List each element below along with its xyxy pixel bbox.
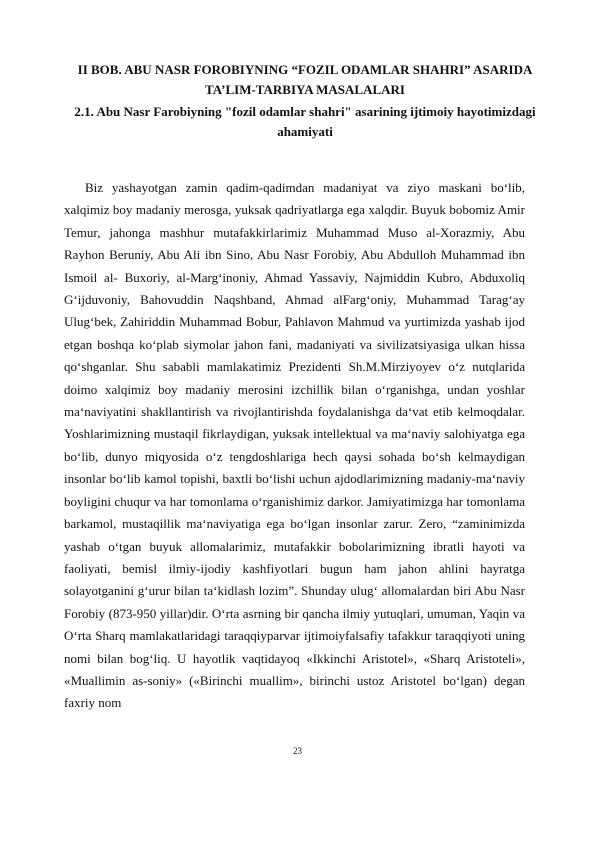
body-paragraph: Biz yashayotgan zamin qadim-qadimdan madaniyat va ziyo maskani bo‘lib, xalqimiz boy madaniy merosga, yuksak qadriyatlarga ega xalqdir. Buyuk bobomiz Amir Temur, jahonga mashhur mutafakkirlarimiz Muhammad Muso al-Xorazmiy, Abu Rayhon Beruniy, Abu Ali ibn Sino, Abu Nasr Forobiy, Abu Abdulloh Muhammad ibn Ismoil al- Buxoriy, al-Marg‘inoniy, Ahmad Yassaviy, Najmiddin Kubro, Abduxoliq G‘ijduvoniy, Bahovuddin Naqshband, Ahmad alFarg‘oniy, Muhammad Tarag‘ay Ulug‘bek, Zahiriddin Muhammad Bobur, Pahlavon Mahmud va yurtimizda yashab ijod etgan boshqa ko‘plab siymolar jahon fani, madaniyati va sivilizatsiyasiga ulkan hissa qo‘shganlar. Shu sababli mamlakatimiz Prezidenti Sh.M.Mirziyoyev o‘z nutqlarida doimo xalqimiz boy madaniy merosini izchillik bilan o‘rganishga, undan yoshlar ma‘naviyatini shakllantirish va rivojlantirishda foydalanishga da‘vat etib kelmoqdalar. Yoshlarimizning mustaqil fikrlaydigan, yuksak intellektual va ma‘naviy salohiyatga ega bo‘lib, dunyo miqyosida o‘z tengdoshlariga hech qaysi sohada bo‘sh kelmaydigan insonlar bo‘lib kamol topishi, baxtli bo‘lishi uchun ajdodlarimizning madaniy-ma‘naviy boyligini chuqur va har tomonlama o‘rganishimiz darkor. Jamiyatimizga har tomonlama barkamol, mustaqillik ma‘naviyatiga ega bo‘lgan insonlar zarur. Zero, “zaminimizda yashab o‘tgan buyuk allomalarimiz, mutafakkir bobolarimizning ibratli hayoti va faoliyati, bemisl ilmiy-ijodiy kashfiyotlari bugun ham jahon ahlini hayratga solayotganini g‘urur bilan ta‘kidlash lozim”. Shunday ulug‘ allomalardan biri Abu Nasr Forobiy (873-950 yillar)dir. O‘rta asrning bir qancha ilmiy yutuqlari, umuman, Yaqin va O‘rta Sharq mamlakatlaridagi taraqqiyparvar ijtimoiyfalsafiy tafakkur taraqqiyoti uning nomi bilan bog‘liq. U hayotlik vaqtidayoq «Ikkinchi Aristotel», «Sharq Aristoteli», «Muallimin as-soniy» («Birinchi muallim», birinchi ustoz Aristotel bo‘lgan) degan faxriy nom bbox=[64, 180, 525, 711]
chapter-title: II BOB. ABU NASR FOROBIYNING “FOZIL ODAMLAR SHAHRI” ASARIDA TA’LIM-TARBIYA MASALALARI bbox=[77, 62, 533, 97]
section-title: 2.1. Abu Nasr Farobiyning "fozil odamlar shahri" asarining ijtimoiy hayotimizdagi ahamiyati bbox=[74, 104, 536, 139]
page-number: 23 bbox=[293, 746, 302, 756]
